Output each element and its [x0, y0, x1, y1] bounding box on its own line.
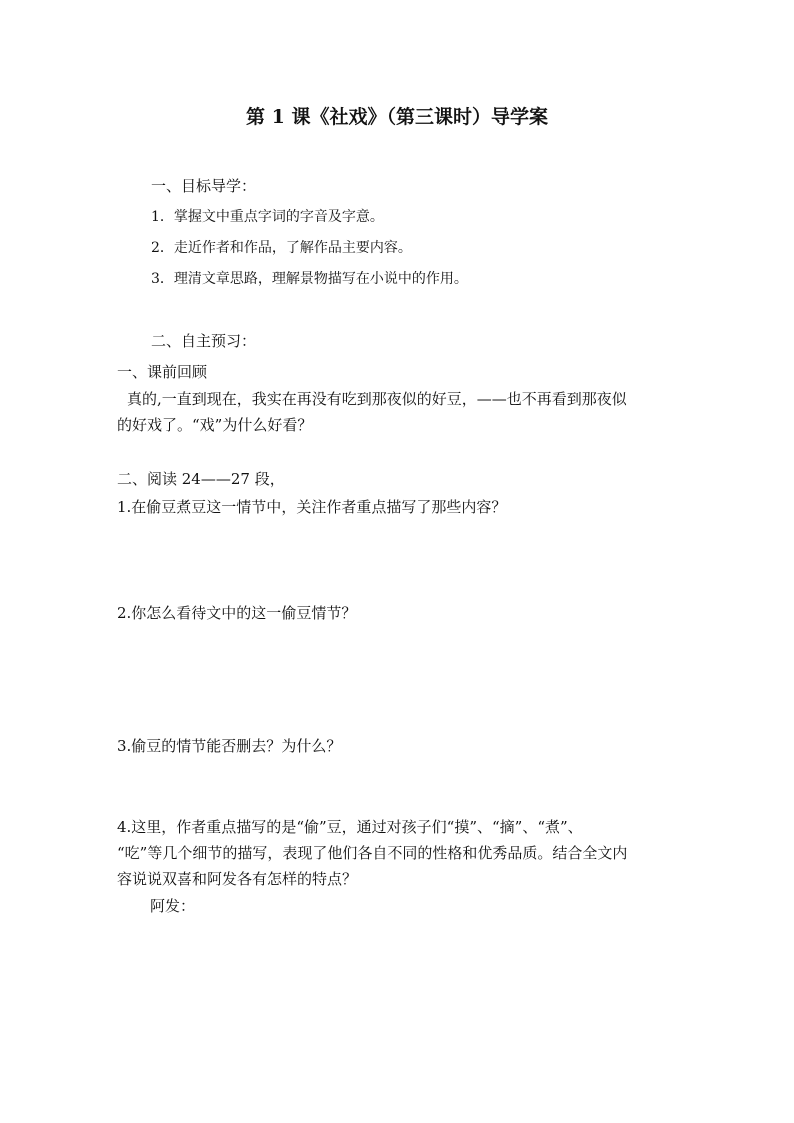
review-heading: 一、课前回顾	[117, 363, 208, 381]
section1-heading: 一、目标导学：	[151, 177, 257, 195]
question-4-line-3: 容说说双喜和阿发各有怎样的特点？	[117, 870, 358, 888]
afa-label: 阿发：	[150, 897, 196, 915]
question-1: 1.在偷豆煮豆这一情节中，关注作者重点描写了那些内容？	[117, 498, 507, 516]
review-quote-line-1: 真的,一直到现在，我实在再没有吃到那夜似的好豆，——也不再看到那夜似	[127, 390, 627, 408]
question-4-line-1: 4.这里，作者重点描写的是“偷”豆，通过对孩子们“摸”、“摘”、“煮”、	[117, 818, 583, 836]
objective-item-1: 1．掌握文中重点字词的字音及字意。	[151, 209, 384, 225]
objective-item-3: 3．理清文章思路，理解景物描写在小说中的作用。	[151, 271, 468, 287]
section2-heading: 二、自主预习：	[151, 332, 257, 350]
question-2: 2.你怎么看待文中的这一偷豆情节？	[117, 604, 357, 622]
question-3: 3.偷豆的情节能否删去？为什么？	[117, 737, 342, 755]
reading-heading: 二、阅读 24——27 段，	[117, 470, 285, 488]
review-quote-line-2: 的好戏了。“戏”为什么好看？	[117, 416, 313, 434]
page-title: 第 1 课《社戏》（第三课时）导学案	[246, 106, 548, 128]
question-4-line-2: “吃”等几个细节的描写，表现了他们各自不同的性格和优秀品质。结合全文内	[117, 844, 628, 862]
objective-item-2: 2．走近作者和作品，了解作品主要内容。	[151, 240, 412, 256]
